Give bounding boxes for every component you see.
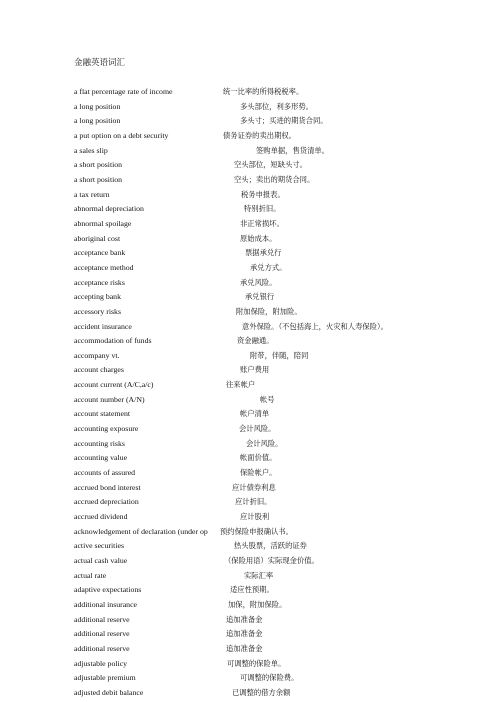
glossary-gloss: 追加准备金 — [226, 629, 263, 639]
glossary-entry — [74, 393, 484, 408]
glossary-term: actual rate — [74, 570, 107, 580]
glossary-term: a sales slip — [74, 145, 108, 155]
glossary-gloss: 应计债券利息 — [232, 482, 276, 492]
glossary-entry — [74, 437, 484, 452]
glossary-gloss: 追加准备金 — [226, 614, 263, 624]
glossary-entry — [74, 349, 484, 364]
glossary-term: adjustable premium — [74, 673, 136, 683]
glossary-entry — [74, 276, 484, 291]
glossary-term: accommodation of funds — [74, 336, 152, 346]
glossary-entry — [74, 569, 484, 584]
glossary-entry — [74, 525, 484, 540]
glossary-gloss: 非正常损坏。 — [240, 218, 284, 228]
glossary-entry — [74, 686, 484, 701]
glossary-gloss: 帐户清单 — [240, 409, 270, 419]
glossary-term: a long position — [74, 116, 121, 126]
glossary-term: acceptance risks — [74, 277, 125, 287]
glossary-term: account current (A/C,a/c) — [74, 380, 154, 390]
glossary-gloss: 应计折旧。 — [235, 497, 272, 507]
glossary-entry — [74, 320, 484, 335]
glossary-gloss: 资金融通。 — [237, 336, 274, 346]
glossary-term: accrued depreciation — [74, 497, 139, 507]
glossary-term: abnormal depreciation — [74, 204, 144, 214]
glossary-gloss: 追加准备金 — [226, 643, 263, 653]
glossary-entry — [74, 114, 484, 129]
glossary-term: accepting bank — [74, 292, 121, 302]
glossary-term: account number (A/N) — [74, 394, 145, 404]
glossary-entry — [74, 466, 484, 481]
glossary-entry — [74, 481, 484, 496]
glossary-term: active securities — [74, 541, 125, 551]
glossary-gloss: 热头股票，活跃的证券 — [234, 541, 307, 551]
glossary-term: acknowledgement of declaration (under op — [74, 526, 208, 536]
glossary-entry — [74, 510, 484, 525]
glossary-gloss: 多头寸；买进的期货合同。 — [240, 116, 328, 126]
glossary-gloss: 会计风险。 — [239, 424, 276, 434]
glossary-entry — [74, 378, 484, 393]
glossary-term: accrued bond interest — [74, 482, 141, 492]
glossary-term: account charges — [74, 365, 124, 375]
glossary-term: additional reserve — [74, 643, 130, 653]
glossary-entry — [74, 85, 484, 100]
glossary-gloss: 签购单据，售货清单。 — [256, 145, 329, 155]
glossary-term: aboriginal cost — [74, 233, 121, 243]
glossary-gloss: 已调整的借方余额 — [232, 687, 291, 697]
glossary-entry — [74, 158, 484, 173]
glossary-entry — [74, 613, 484, 628]
glossary-entry — [74, 495, 484, 510]
glossary-entry — [74, 657, 484, 672]
glossary-term: adjustable policy — [74, 658, 128, 668]
glossary-term: adjusted debit balance — [74, 687, 144, 697]
glossary-gloss: 帐面价值。 — [240, 453, 277, 463]
glossary-term: additional reserve — [74, 629, 130, 639]
glossary-term: account statement — [74, 409, 131, 419]
glossary-gloss: 税务申报表。 — [241, 189, 285, 199]
glossary-gloss: 可调整的保险费。 — [240, 673, 299, 683]
glossary-term: acceptance bank — [74, 248, 126, 258]
glossary-entry — [74, 305, 484, 320]
glossary-entry — [74, 246, 484, 261]
glossary-term: a long position — [74, 101, 121, 111]
glossary-entry — [74, 554, 484, 569]
glossary-term: acceptance method — [74, 262, 134, 272]
glossary-list — [74, 85, 484, 701]
glossary-term: accounting value — [74, 453, 128, 463]
glossary-term: a short position — [74, 160, 123, 170]
glossary-term: a flat percentage rate of income — [74, 87, 173, 96]
glossary-gloss: 附加保险，附加险。 — [236, 306, 302, 316]
glossary-gloss: 特别折旧。 — [244, 204, 281, 214]
glossary-term: abnormal spoilage — [74, 218, 132, 228]
glossary-gloss: 附带，伴随，陪同 — [250, 350, 309, 360]
glossary-term: accounts of assured — [74, 468, 136, 478]
glossary-gloss: 会计风险。 — [246, 438, 283, 448]
glossary-gloss: 票据承兑行 — [245, 248, 282, 258]
glossary-gloss: 承兑方式。 — [250, 262, 287, 272]
glossary-entry — [74, 144, 484, 159]
glossary-entry — [74, 583, 484, 598]
glossary-term: actual cash value — [74, 556, 128, 565]
glossary-entry — [74, 261, 484, 276]
glossary-entry — [74, 363, 484, 378]
glossary-entry — [74, 188, 484, 203]
glossary-entry — [74, 129, 484, 144]
glossary-entry — [74, 334, 484, 349]
glossary-gloss: 帐号 — [260, 394, 275, 404]
glossary-gloss: 多头部位，利多形势。 — [240, 101, 313, 111]
glossary-term: accident insurance — [74, 321, 132, 331]
glossary-entry — [74, 290, 484, 305]
glossary-term: a short position — [74, 174, 123, 184]
glossary-gloss: 保险帐户。 — [240, 468, 277, 478]
glossary-gloss: 原始成本。 — [240, 233, 277, 243]
glossary-term: accessory risks — [74, 306, 121, 316]
glossary-entry — [74, 539, 484, 554]
glossary-gloss: 统一比率的所得税税率。 — [223, 87, 304, 96]
page-title: 金融英语词汇 — [74, 58, 126, 68]
glossary-term: accrued dividend — [74, 512, 128, 522]
glossary-gloss: 承兑银行 — [245, 292, 275, 302]
glossary-gloss: 应计股利 — [240, 512, 270, 522]
glossary-entry — [74, 627, 484, 642]
glossary-gloss: 承兑风险。 — [240, 277, 277, 287]
glossary-entry — [74, 422, 484, 437]
glossary-entry — [74, 598, 484, 613]
glossary-gloss: 空头；卖出的期货合同。 — [234, 174, 315, 184]
glossary-term: a tax return — [74, 189, 110, 199]
glossary-gloss: （保险用语）实际现金价值。 — [224, 556, 319, 565]
glossary-entry — [74, 100, 484, 115]
glossary-gloss: 实际汇率 — [244, 570, 274, 580]
glossary-entry — [74, 232, 484, 247]
glossary-gloss: 往来帐户 — [226, 380, 256, 390]
glossary-entry — [74, 173, 484, 188]
glossary-term: accounting risks — [74, 438, 125, 448]
glossary-gloss: 可调整的保险单。 — [227, 658, 286, 668]
glossary-gloss: 适应性预期。 — [230, 585, 274, 595]
glossary-entry — [74, 217, 484, 232]
glossary-term: adaptive expectations — [74, 585, 142, 595]
glossary-entry — [74, 642, 484, 657]
glossary-gloss: 预约保险申报确认书。 — [220, 526, 293, 536]
glossary-gloss: 债务证券的卖出期权。 — [223, 130, 296, 140]
glossary-entry — [74, 671, 484, 686]
glossary-entry — [74, 407, 484, 422]
glossary-gloss: 加保，附加保险。 — [228, 599, 287, 609]
glossary-gloss: 空头部位，短缺头寸。 — [234, 160, 307, 170]
glossary-gloss: 账户费用 — [240, 365, 270, 375]
glossary-entry — [74, 202, 484, 217]
glossary-gloss: 意外保险。（不包括海上，火灾和人寿保险）。 — [242, 321, 388, 331]
glossary-term: a put option on a debt security — [74, 130, 169, 140]
glossary-term: accounting exposure — [74, 424, 139, 434]
glossary-term: additional reserve — [74, 614, 130, 624]
glossary-term: accompany vt. — [74, 350, 120, 360]
glossary-term: additional insurance — [74, 599, 138, 609]
glossary-entry — [74, 451, 484, 466]
